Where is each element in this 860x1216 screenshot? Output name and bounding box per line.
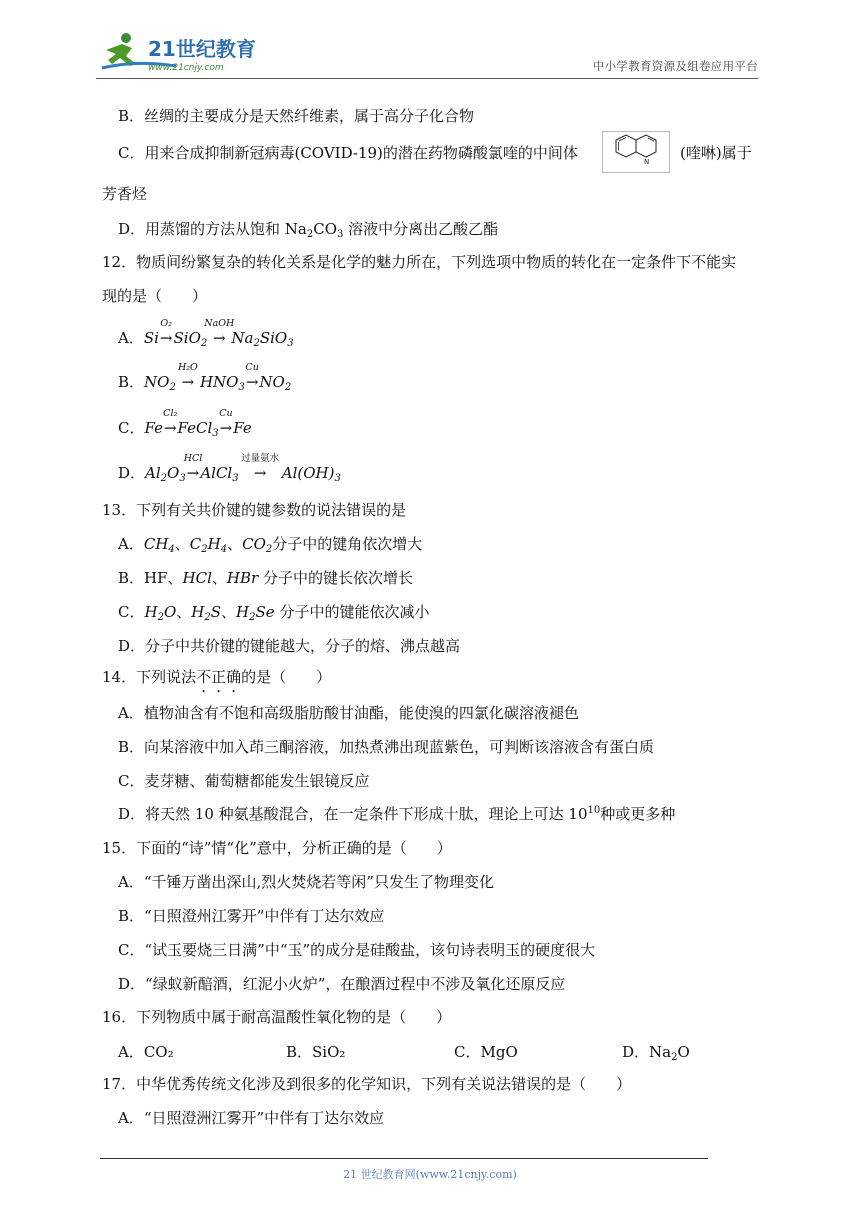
q14-stem: 14．下列说法不正确的是（ ） — [102, 668, 332, 686]
q14-option-d: D．将天然 10 种氨基酸混合，在一定条件下形成十肽，理论上可达 $10^{10}$种或更多种 — [118, 805, 676, 823]
q15-stem: 15．下面的“诗”情“化”意中，分析正确的是（ ） — [102, 839, 452, 857]
site-logo — [96, 30, 266, 76]
svg-text:www.21cnjy.com: www.21cnjy.com — [148, 63, 224, 73]
q16-option-c: C．MgO — [454, 1043, 518, 1061]
q11-option-c-suffix: (喹啉)属于 — [680, 144, 752, 162]
page-header — [96, 30, 758, 80]
q16-option-d: D．$Na_2O$ — [622, 1043, 690, 1063]
q16-option-b: B．SiO₂ — [286, 1043, 346, 1061]
q13-option-a: A．$CH_4$、$C_2H_4$、$CO_2$分子中的键角依次增大 — [118, 535, 423, 555]
q13-option-b: B．HF、HCl、HBr 分子中的键长依次增长 — [118, 569, 413, 587]
q15-option-d: D．“绿蚁新醅酒，红泥小火炉”，在酿酒过程中不涉及氧化还原反应 — [118, 975, 566, 993]
q11-option-c-wrap: 芳香烃 — [102, 185, 148, 203]
q13-option-c: C．$H_2O$、$H_2S$、$H_2Se$ 分子中的键能依次减小 — [118, 603, 430, 623]
q12-stem-line1: 12．物质间纷繁复杂的转化关系是化学的魅力所在，下列选项中物质的转化在一定条件下不能实 — [102, 253, 737, 271]
q16-stem: 16．下列物质中属于耐高温酸性氧化物的是（ ） — [102, 1008, 452, 1026]
quinoline-structure-icon — [602, 131, 670, 173]
q16-option-a: A．CO₂ — [118, 1043, 174, 1061]
runner-logo-icon — [96, 30, 266, 76]
q12-option-a: A．Si O₂ →SiO$_2$ NaOH → $Na_2SiO_3$ — [118, 318, 294, 349]
q13-option-d: D．分子中共价键的键能越大，分子的熔、沸点越高 — [118, 637, 461, 655]
q15-option-b: B．“日照澄州江雾开”中伴有丁达尔效应 — [118, 907, 385, 925]
footer-source[interactable]: 21 世纪教育网(www.21cnjy.com) — [343, 1168, 517, 1181]
q14-option-a: A．植物油含有不饱和高级脂肪酸甘油酯，能使溴的四氯化碳溶液褪色 — [118, 704, 579, 722]
header-divider — [96, 78, 758, 79]
q11-option-c: C．用来合成抑制新冠病毒(COVID-19)的潜在药物磷酸氯喹的中间体 — [118, 144, 578, 162]
q11-option-b: B．丝绸的主要成分是天然纤维素，属于高分子化合物 — [118, 107, 475, 125]
q13-stem: 13．下列有关共价键的键参数的说法错误的是 — [102, 501, 407, 519]
footer-divider — [100, 1158, 708, 1159]
q12-option-d: D．$Al_2O_3$ HCl →AlCl$_3$ 过量氨水 → $Al(OH)_3$ — [118, 453, 341, 484]
q15-option-a: A．“千锤万凿出深山,烈火焚烧若等闲”只发生了物理变化 — [118, 873, 494, 891]
q14-option-b: B．向某溶液中加入茚三酮溶液，加热煮沸出现蓝紫色，可判断该溶液含有蛋白质 — [118, 738, 655, 756]
svg-text:N: N — [644, 158, 650, 166]
q17-option-a: A．“日照澄洲江雾开”中伴有丁达尔效应 — [118, 1109, 385, 1127]
q12-stem-line2: 现的是（ ） — [102, 287, 208, 305]
q11-option-d: D．用蒸馏的方法从饱和 $Na_2CO_3$ 溶液中分离出乙酸乙酯 — [118, 220, 499, 240]
svg-text:21世纪教育: 21世纪教育 — [148, 37, 256, 61]
q14-option-c: C．麦芽糖、葡萄糖都能发生银镜反应 — [118, 772, 370, 790]
q15-option-c: C．“试玉要烧三日满”中“玉”的成分是硅酸盐，该句诗表明玉的硬度很大 — [118, 941, 596, 959]
q12-option-b: B．$NO_2$ H₂O → $HNO_3$ Cu $\to NO_2$ — [118, 362, 292, 393]
q12-option-c: C．Fe Cl₂ →FeCl$_3$ Cu →Fe — [118, 408, 252, 439]
platform-title: 中小学教育资源及组卷应用平台 — [592, 59, 758, 73]
q17-stem: 17．中华优秀传统文化涉及到很多的化学知识，下列有关说法错误的是（ ） — [102, 1075, 632, 1093]
